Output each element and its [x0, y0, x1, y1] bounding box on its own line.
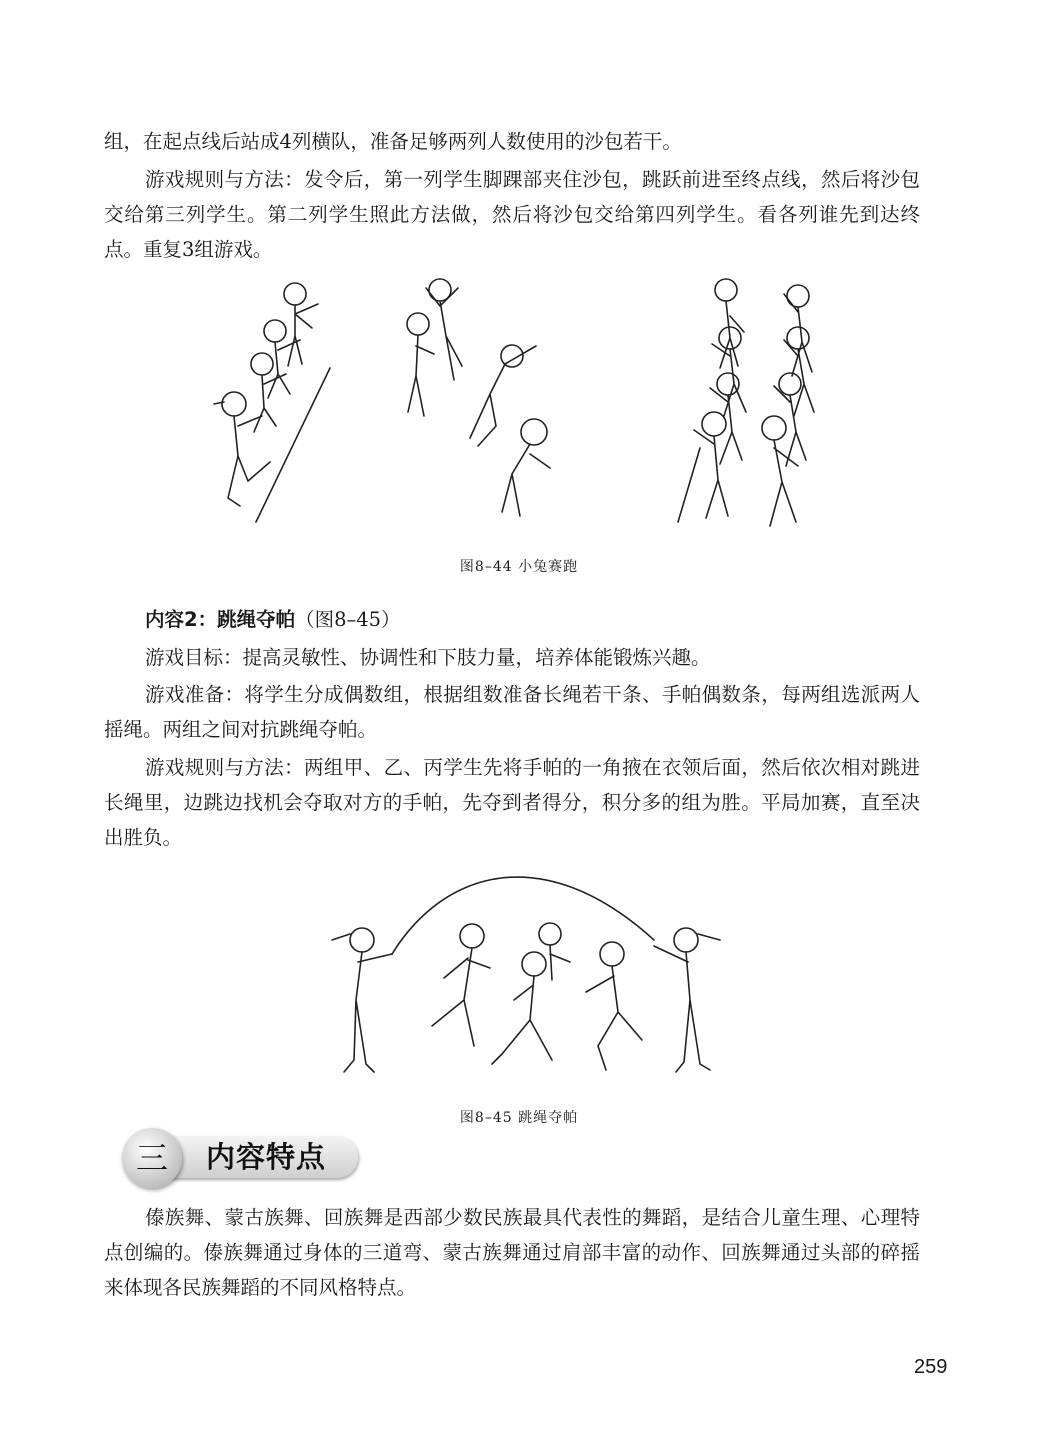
paragraph-game-goal: 游戏目标：提高灵敏性、协调性和下肢力量，培养体能锻炼兴趣。 — [145, 646, 711, 669]
figure-8-45-caption: 图8–45 跳绳夺帕 — [459, 1110, 579, 1126]
figure-8-44-illustration — [200, 276, 840, 531]
content-subheading — [145, 602, 401, 637]
subheading-figure-ref: （图8–45） — [295, 608, 401, 631]
paragraph-game-rules-1: 游戏规则与方法：发令后，第一列学生脚踝部夹住沙包，跳跃前进至终点线，然后将沙包交给第三列学生。第二列学生照此方法做，然后将沙包交给第四列学生。看各列谁先到达终点。重复3组游戏。 — [104, 168, 920, 261]
subheading-label: 内容2：跳绳夺帕 — [145, 608, 296, 631]
section-title: 内容特点 — [206, 1140, 327, 1174]
section-heading — [122, 1128, 362, 1188]
paragraph-game-rules-2: 游戏规则与方法：两组甲、乙、丙学生先将手帕的一角掖在衣领后面，然后依次相对跳进长绳里，边跳边找机会夺取对方的手帕，先夺到者得分，积分多的组为胜。平局加赛，直至决出胜负。 — [104, 756, 920, 849]
paragraph-game-prep: 游戏准备：将学生分成偶数组，根据组数准备长绳若干条、手帕偶数条，每两组选派两人摇绳。两组之间对抗跳绳夺帕。 — [104, 683, 920, 741]
paragraph-continuation: 组，在起点线后站成4列横队，准备足够两列人数使用的沙包若干。 — [104, 130, 682, 153]
figure-8-44-caption: 图8–44 小兔赛跑 — [459, 559, 579, 575]
page-number: 259 — [914, 1356, 948, 1378]
figure-8-45-illustration — [324, 850, 734, 1100]
section-number-badge: 三 — [122, 1128, 182, 1188]
paragraph-content-features: 傣族舞、蒙古族舞、回族舞是西部少数民族最具代表性的舞蹈，是结合儿童生理、心理特点创编的。傣族舞通过身体的三道弯、蒙古族舞通过肩部丰富的动作、回族舞通过头部的碎摇来体现各民族舞蹈的不同风格特点。 — [104, 1206, 920, 1299]
